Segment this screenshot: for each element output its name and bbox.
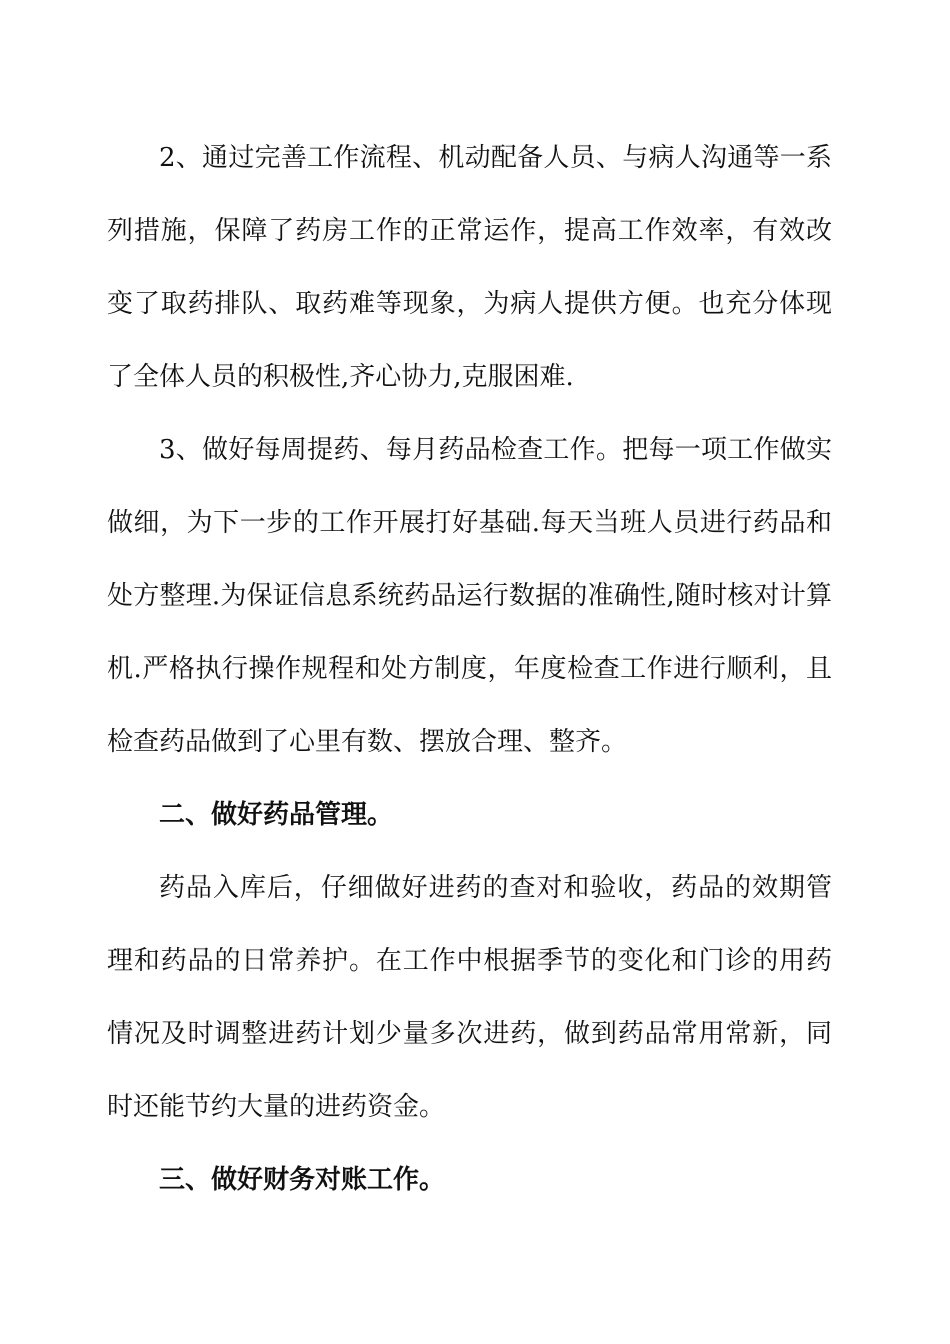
document-body: [107, 122, 832, 1217]
section-heading-finance-reconciliation: 三、做好财务对账工作。: [159, 1165, 446, 1195]
section-heading-drug-management: 二、做好药品管理。: [159, 800, 394, 830]
paragraph-drug-management: 药品入库后，仔细做好进药的查对和验收，药品的效期管理和药品的日常养护。在工作中根据季节的变化和门诊的用药情况及时调整进药计划少量多次进药，做到药品常用常新，同时还能节约大量的进药资金。: [107, 873, 832, 1122]
paragraph-item-2: 2、通过完善工作流程、机动配备人员、与病人沟通等一系列措施，保障了药房工作的正常运作，提高工作效率，有效改变了取药排队、取药难等现象，为病人提供方便。也充分体现了全体人员的积极性,齐心协力,克服困难.: [107, 143, 832, 392]
paragraph-item-3: 3、做好每周提药、每月药品检查工作。把每一项工作做实做细，为下一步的工作开展打好基础.每天当班人员进行药品和处方整理.为保证信息系统药品运行数据的准确性,随时核对计算机.严格执行操作规程和处方制度，年度检查工作进行顺利，且检查药品做到了心里有数、摆放合理、整齐。: [107, 435, 832, 757]
